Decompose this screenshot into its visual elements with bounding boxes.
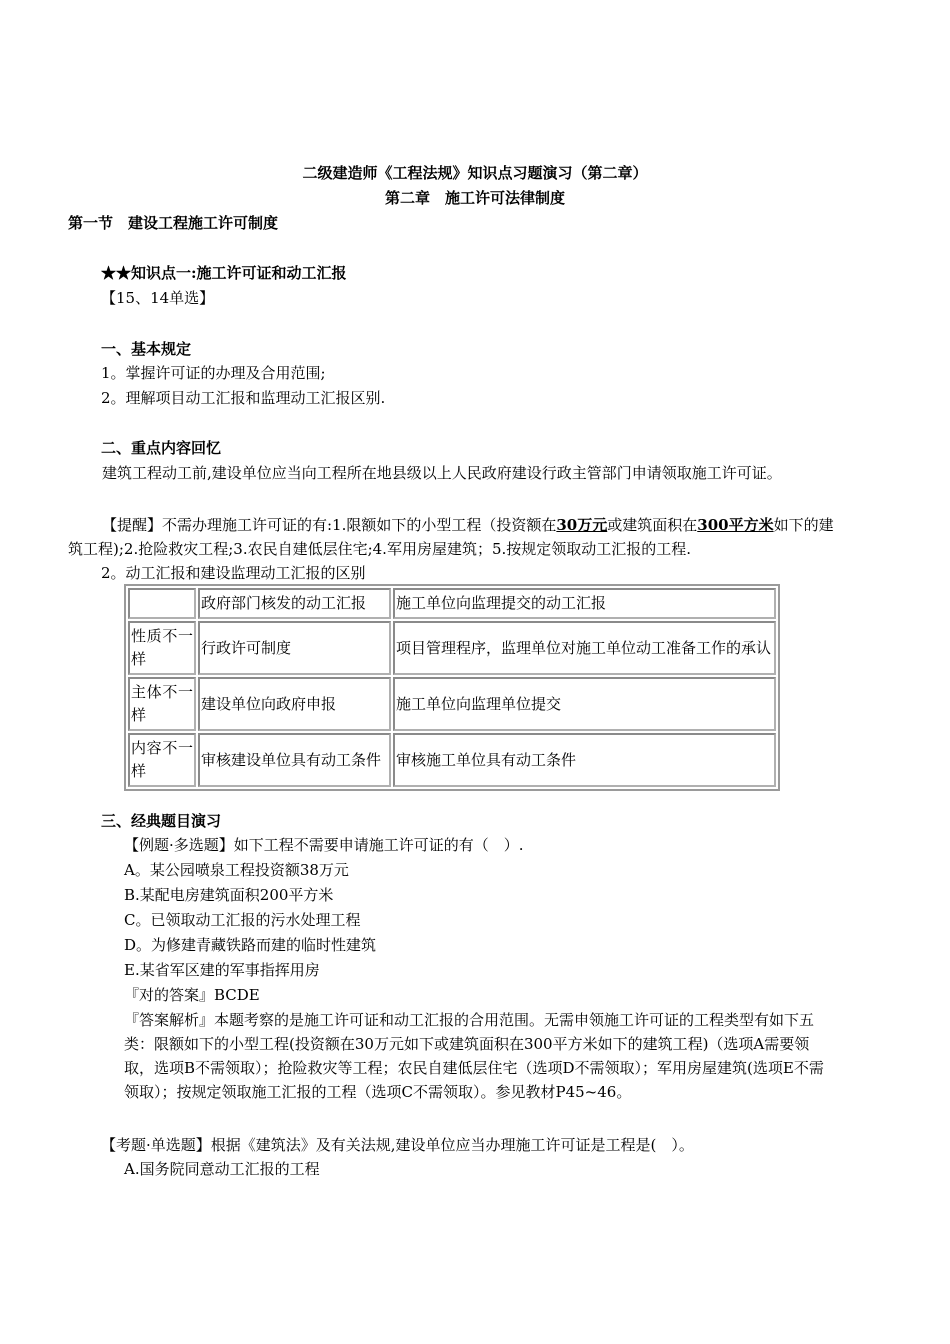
section-title: 第一节 建设工程施工许可制度 [68,214,279,232]
table-cell: 性质不一样 [128,621,196,675]
table-cell: 审核建设单位具有动工条件 [198,733,391,787]
table-row [128,677,776,731]
basic-rule-item-2: 2。理解项目动工汇报和监理动工汇报区别. [101,389,386,407]
table-header-cell: 施工单位向监理提交的动工汇报 [393,588,776,619]
question-1-option-b: B.某配电房建筑面积200平方米 [124,886,334,904]
heading-key-review: 二、重点内容回忆 [101,439,222,457]
question-1-option-a: A。某公园喷泉工程投资额38万元 [124,861,349,879]
document-title: 二级建造师《工程法规》知识点习题演习（第二章） [302,164,648,182]
question-2: 【考题·单选题】根据《建筑法》及有关法规,建设单位应当办理施工许可证是工程是( ）。 [101,1136,694,1154]
table-cell: 审核施工单位具有动工条件 [393,733,776,787]
heading-basic-rules: 一、基本规定 [101,340,192,358]
question-1-option-d: D。为修建青藏铁路而建的临时性建筑 [124,936,377,954]
comparison-intro: 2。动工汇报和建设监理动工汇报的区别 [101,564,366,582]
tip-text-e: 如下的建筑工程);2.抢险救灾工程;3.农民自建低层住宅;4.军用房屋建筑；5.按规定领取动工汇报的工程. [68,516,834,558]
table-header-cell [128,588,196,619]
key-review-paragraph: 建筑工程动工前,建设单位应当向工程所在地县级以上人民政府建设行政主管部门申请领取施工许可证。 [102,464,782,482]
table-header-row [128,588,776,619]
tip-area: 300平方米 [697,516,774,534]
question-1-option-c: C。已领取动工汇报的污水处理工程 [124,911,361,929]
tip-paragraph [68,513,848,561]
table-cell: 项目管理程序，监理单位对施工单位动工准备工作的承认 [393,621,776,675]
table-row [128,621,776,675]
chapter-title: 第二章 施工许可法律制度 [384,189,565,207]
table-cell: 主体不一样 [128,677,196,731]
table-row [128,733,776,787]
exam-tag: 【15、14单选】 [101,289,215,307]
question-2-option-a: A.国务院同意动工汇报的工程 [124,1160,320,1178]
tip-text-c: 或建筑面积在 [607,516,698,534]
question-1: 【例题·多选题】如下工程不需要申请施工许可证的有（ ）. [124,836,524,854]
question-1-analysis: 『答案解析』本题考察的是施工许可证和动工汇报的合用范围。无需申领施工许可证的工程类型有如下五类：限额如下的小型工程(投资额在30万元如下或建筑面积在300平方米如下的建筑工程)（选项A需要领取，选项B不需领取）；抢险救灾等工程；农民自建低层住宅（选项D不需领取）；军用房屋建筑(选项E不需领取）；按规定领取施工汇报的工程（选项C不需领取）。参见教材P45~46。 [124,1011,824,1101]
table-cell: 建设单位向政府申报 [198,677,391,731]
table-cell: 行政许可制度 [198,621,391,675]
comparison-table [124,584,780,791]
tip-text-a: 【提醒】不需办理施工许可证的有:1.限额如下的小型工程（投资额在 [102,516,557,534]
question-1-option-e: E.某省军区建的军事指挥用房 [124,961,320,979]
table-cell: 施工单位向监理单位提交 [393,677,776,731]
heading-exercises: 三、经典题目演习 [101,812,222,830]
table-cell: 内容不一样 [128,733,196,787]
question-1-answer: 『对的答案』BCDE [124,986,260,1004]
table-header-cell: 政府部门核发的动工汇报 [198,588,391,619]
knowledge-point-title: ★★知识点一:施工许可证和动工汇报 [101,264,347,282]
tip-amount: 30万元 [556,516,608,534]
basic-rule-item-1: 1。掌握许可证的办理及合用范围; [101,364,326,382]
